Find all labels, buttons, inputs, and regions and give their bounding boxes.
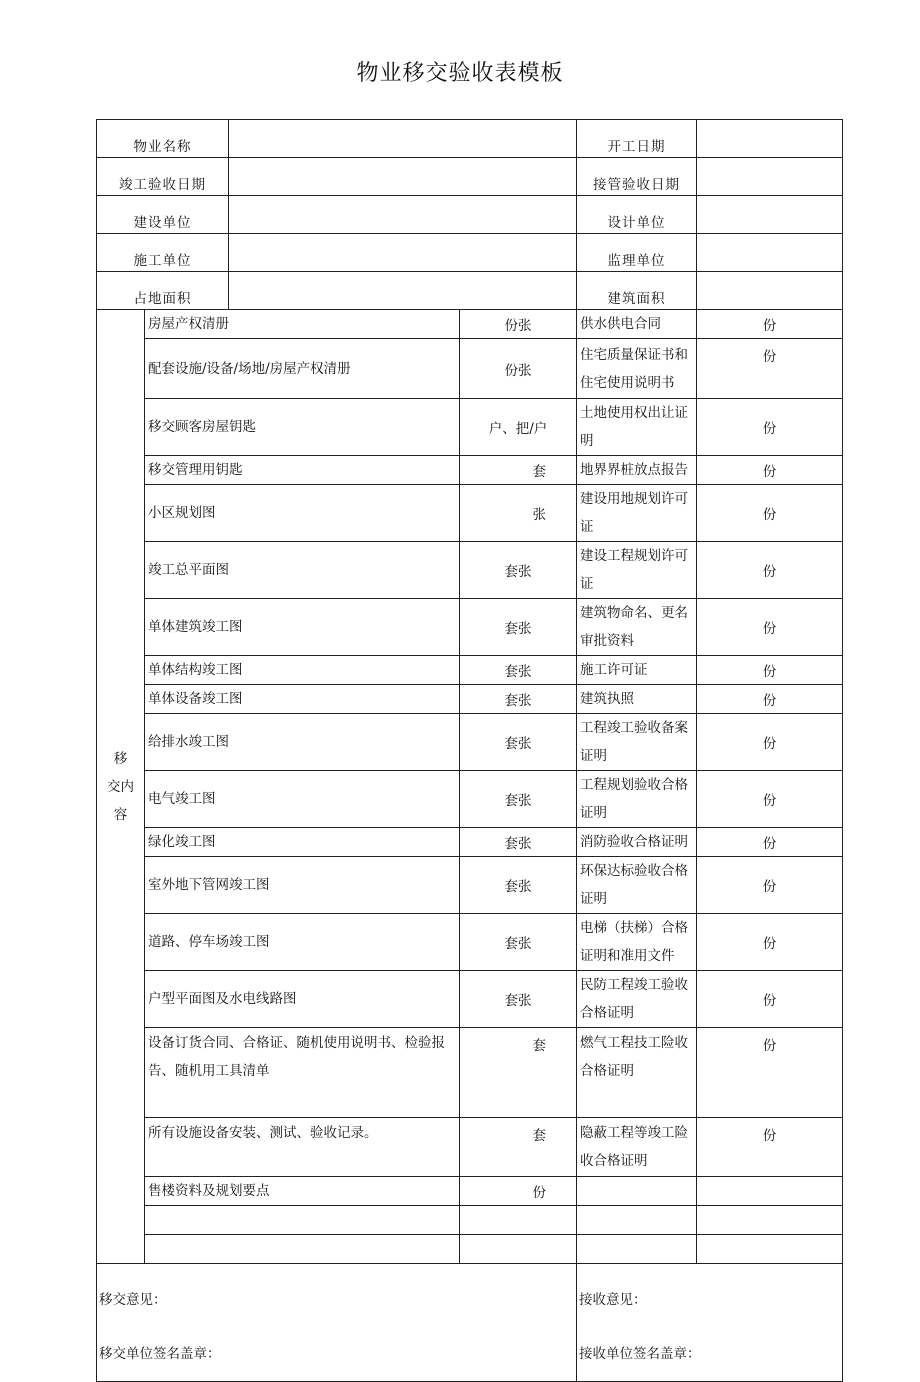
handover-opinion-cell[interactable] (97, 1264, 577, 1382)
item-row (97, 399, 843, 456)
item-row (97, 828, 843, 857)
item-row (97, 771, 843, 828)
document-name: 建筑物命名、更名审批资料 (577, 599, 697, 656)
item-unit: 份张 (460, 339, 577, 399)
item-unit: 份张 (460, 310, 577, 339)
item-name: 绿化竣工图 (145, 828, 460, 857)
form-table (96, 119, 843, 1382)
document-unit: 份 (697, 914, 843, 971)
item-row (97, 1177, 843, 1206)
item-name: 道路、停车场竣工图 (145, 914, 460, 971)
item-name: 竣工总平面图 (145, 542, 460, 599)
document-name: 燃气工程技工险收合格证明 (577, 1028, 697, 1118)
document-unit: 份 (697, 310, 843, 339)
property-name-field[interactable] (229, 120, 577, 158)
page-title: 物业移交验收表模板 (356, 61, 564, 86)
section-label-part: 移 (113, 750, 128, 767)
document-unit[interactable] (697, 1177, 843, 1206)
building-area-label: 建筑面积 (577, 272, 697, 310)
document-name: 工程竣工验收备案证明 (577, 714, 697, 771)
handover-sign-label: 移交单位签名盖章： (99, 1346, 221, 1362)
item-name: 售楼资料及规划要点 (145, 1177, 460, 1206)
document-unit: 份 (697, 456, 843, 485)
completion-date-label: 竣工验收日期 (97, 158, 229, 196)
item-row (97, 971, 843, 1028)
document-unit: 份 (697, 771, 843, 828)
item-unit: 套张 (460, 828, 577, 857)
item-unit: 套 (460, 1028, 577, 1118)
designer-field[interactable] (697, 196, 843, 234)
document-name: 住宅质量保证书和住宅使用说明书 (577, 339, 697, 399)
document-unit: 份 (697, 339, 843, 399)
document-name: 土地使用权出让证明 (577, 399, 697, 456)
section-label-part: 交内 (107, 778, 134, 795)
receive-opinion-label: 接收意见： (579, 1292, 647, 1308)
header-row (97, 120, 843, 158)
item-row (97, 714, 843, 771)
document-name: 隐蔽工程等竣工险收合格证明 (577, 1118, 697, 1177)
section-label-part: 容 (113, 806, 128, 823)
takeover-date-field[interactable] (697, 158, 843, 196)
document-name: 民防工程竣工验收合格证明 (577, 971, 697, 1028)
item-unit: 套张 (460, 656, 577, 685)
item-row (97, 1118, 843, 1177)
document-unit: 份 (697, 685, 843, 714)
building-area-field[interactable] (697, 272, 843, 310)
contractor-label: 施工单位 (97, 234, 229, 272)
receive-opinion-cell[interactable] (577, 1264, 843, 1382)
contractor-field[interactable] (229, 234, 577, 272)
takeover-date-label: 接管验收日期 (577, 158, 697, 196)
land-area-field[interactable] (229, 272, 577, 310)
document-name[interactable] (577, 1235, 697, 1264)
item-name: 户型平面图及水电线路图 (145, 971, 460, 1028)
item-name: 电气竣工图 (145, 771, 460, 828)
item-unit: 套 (460, 456, 577, 485)
land-area-label: 占地面积 (97, 272, 229, 310)
empty-item-row (97, 1235, 843, 1264)
item-unit: 套 (460, 1118, 577, 1177)
footer-row (97, 1264, 843, 1382)
item-unit[interactable] (460, 1235, 577, 1264)
item-unit: 套张 (460, 857, 577, 914)
document-unit[interactable] (697, 1235, 843, 1264)
item-name: 所有设施设备安装、测试、验收记录。 (145, 1118, 460, 1177)
item-row (97, 599, 843, 656)
item-name: 设备订货合同、合格证、随机使用说明书、检验报告、随机用工具清单 (145, 1028, 460, 1118)
item-row (97, 857, 843, 914)
developer-label: 建设单位 (97, 196, 229, 234)
document-unit: 份 (697, 1028, 843, 1118)
item-row (97, 914, 843, 971)
document-name: 建筑执照 (577, 685, 697, 714)
item-unit: 份 (460, 1177, 577, 1206)
document-unit: 份 (697, 714, 843, 771)
document-name: 施工许可证 (577, 656, 697, 685)
document-name: 建设用地规划许可证 (577, 485, 697, 542)
start-date-label: 开工日期 (577, 120, 697, 158)
document-name: 电梯（扶梯）合格证明和准用文件 (577, 914, 697, 971)
item-name: 给排水竣工图 (145, 714, 460, 771)
item-unit: 户、把/户 (460, 399, 577, 456)
header-row (97, 272, 843, 310)
document-unit: 份 (697, 399, 843, 456)
document-unit: 份 (697, 542, 843, 599)
document-name[interactable] (577, 1206, 697, 1235)
item-name: 单体结构竣工图 (145, 656, 460, 685)
header-row (97, 196, 843, 234)
item-unit: 套张 (460, 599, 577, 656)
document-name: 环保达标验收合格证明 (577, 857, 697, 914)
document-unit: 份 (697, 599, 843, 656)
receive-sign-label: 接收单位签名盖章： (579, 1346, 701, 1362)
item-name: 配套设施/设备/场地/房屋产权清册 (145, 339, 460, 399)
document-unit: 份 (697, 1118, 843, 1177)
item-name: 移交管理用钥匙 (145, 456, 460, 485)
item-name: 小区规划图 (145, 485, 460, 542)
item-name: 单体设备竣工图 (145, 685, 460, 714)
handover-form (96, 119, 842, 1382)
document-unit: 份 (697, 857, 843, 914)
document-unit: 份 (697, 485, 843, 542)
item-unit: 套张 (460, 685, 577, 714)
supervisor-field[interactable] (697, 234, 843, 272)
item-unit: 套张 (460, 971, 577, 1028)
item-unit: 张 (460, 485, 577, 542)
document-unit: 份 (697, 656, 843, 685)
supervisor-label: 监理单位 (577, 234, 697, 272)
item-unit: 套张 (460, 714, 577, 771)
header-row (97, 234, 843, 272)
item-row (97, 456, 843, 485)
empty-item-row (97, 1206, 843, 1235)
item-name: 单体建筑竣工图 (145, 599, 460, 656)
start-date-field[interactable] (697, 120, 843, 158)
item-unit: 套张 (460, 542, 577, 599)
completion-date-field[interactable] (229, 158, 577, 196)
item-name[interactable] (145, 1206, 460, 1235)
item-unit: 套张 (460, 914, 577, 971)
item-unit[interactable] (460, 1206, 577, 1235)
document-name: 工程规划验收合格证明 (577, 771, 697, 828)
designer-label: 设计单位 (577, 196, 697, 234)
developer-field[interactable] (229, 196, 577, 234)
item-name: 室外地下管网竣工图 (145, 857, 460, 914)
document-unit[interactable] (697, 1206, 843, 1235)
item-name: 房屋产权清册 (145, 310, 460, 339)
item-name: 移交顾客房屋钥匙 (145, 399, 460, 456)
item-row (97, 685, 843, 714)
document-unit: 份 (697, 971, 843, 1028)
item-name[interactable] (145, 1235, 460, 1264)
document-name: 建设工程规划许可证 (577, 542, 697, 599)
handover-opinion-label: 移交意见： (99, 1292, 167, 1308)
item-row (97, 656, 843, 685)
item-row (97, 1028, 843, 1118)
item-row (97, 485, 843, 542)
section-label (97, 310, 145, 1264)
item-row (97, 542, 843, 599)
property-name-label: 物业名称 (97, 120, 229, 158)
header-row (97, 158, 843, 196)
document-name[interactable] (577, 1177, 697, 1206)
document-unit: 份 (697, 828, 843, 857)
document-name: 消防验收合格证明 (577, 828, 697, 857)
item-row (97, 310, 843, 339)
item-unit: 套张 (460, 771, 577, 828)
document-name: 地界界桩放点报告 (577, 456, 697, 485)
item-row (97, 339, 843, 399)
document-name: 供水供电合同 (577, 310, 697, 339)
